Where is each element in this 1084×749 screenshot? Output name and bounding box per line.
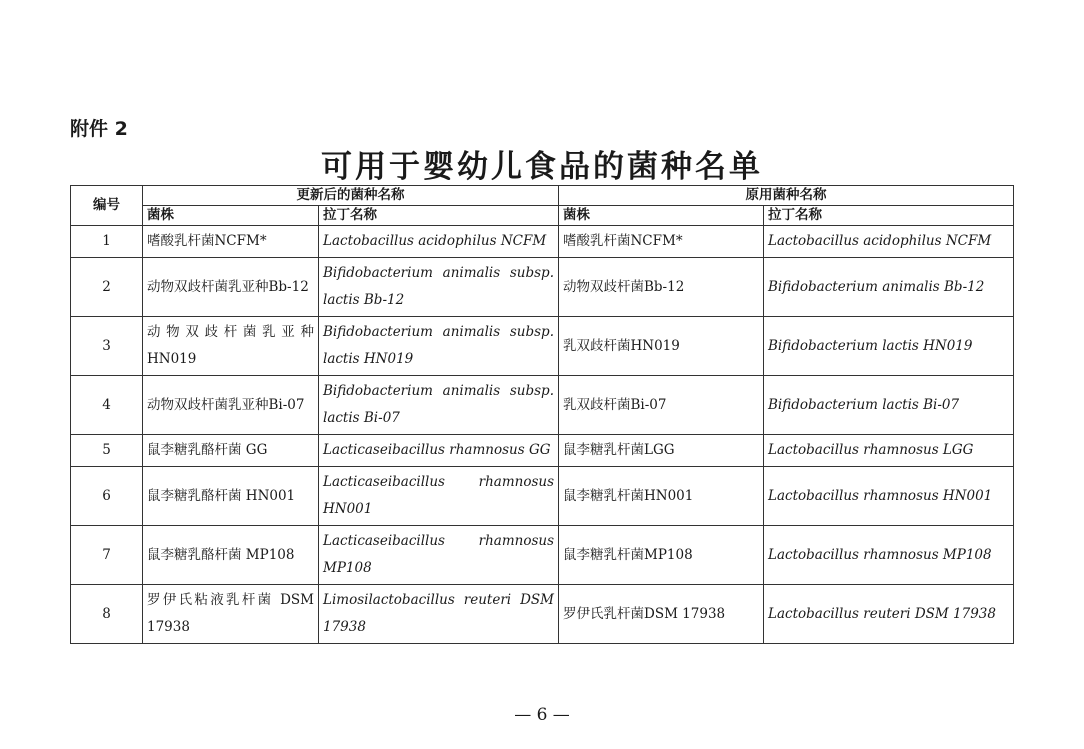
strain-name: 鼠李糖乳酪杆菌 GG [143,435,319,467]
original-latin-name: Bifidobacterium lactis Bi-07 [764,376,1014,435]
row-number: 1 [71,226,143,258]
row-number: 6 [71,467,143,526]
original-strain-name: 动物双歧杆菌Bb-12 [559,258,764,317]
strain-name: 罗伊氏粘液乳杆菌 DSM 17938 [143,585,319,644]
col-group-updated: 更新后的菌种名称 [143,186,559,206]
row-number: 7 [71,526,143,585]
col-header-orig-latin: 拉丁名称 [764,206,1014,226]
latin-name: Lacticaseibacillus rhamnosus HN001 [319,467,559,526]
attachment-label: 附件 2 [70,118,128,140]
strain-name: 动物双歧杆菌乳亚种Bi-07 [143,376,319,435]
latin-name: Limosilactobacillus reuteri DSM 17938 [319,585,559,644]
col-header-number: 编号 [71,186,143,226]
col-group-original: 原用菌种名称 [559,186,1014,206]
table-row [71,226,1014,258]
table-row [71,435,1014,467]
header-row-columns [71,206,1014,226]
original-strain-name: 嗜酸乳杆菌NCFM* [559,226,764,258]
original-latin-name: Lactobacillus rhamnosus HN001 [764,467,1014,526]
row-number: 8 [71,585,143,644]
table-row [71,258,1014,317]
original-strain-name: 乳双歧杆菌HN019 [559,317,764,376]
original-strain-name: 乳双歧杆菌Bi-07 [559,376,764,435]
table-row [71,376,1014,435]
col-header-strain: 菌株 [143,206,319,226]
original-latin-name: Bifidobacterium animalis Bb-12 [764,258,1014,317]
header-row-groups [71,186,1014,206]
original-strain-name: 鼠李糖乳杆菌HN001 [559,467,764,526]
table-row [71,317,1014,376]
latin-name: Bifidobacterium animalis subsp. lactis Bi-07 [319,376,559,435]
original-strain-name: 鼠李糖乳杆菌LGG [559,435,764,467]
strain-name: 鼠李糖乳酪杆菌 MP108 [143,526,319,585]
latin-name: Bifidobacterium animalis subsp. lactis Bb-12 [319,258,559,317]
original-latin-name: Lactobacillus rhamnosus LGG [764,435,1014,467]
strain-name: 动物双歧杆菌乳亚种Bb-12 [143,258,319,317]
original-latin-name: Lactobacillus acidophilus NCFM [764,226,1014,258]
table-row [71,585,1014,644]
strain-table [70,185,1014,644]
latin-name: Bifidobacterium animalis subsp. lactis HN019 [319,317,559,376]
original-latin-name: Lactobacillus rhamnosus MP108 [764,526,1014,585]
table-row [71,467,1014,526]
page-number: — 6 — [514,705,570,725]
strain-name: 动物双歧杆菌乳亚种HN019 [143,317,319,376]
table-row [71,526,1014,585]
strain-name: 嗜酸乳杆菌NCFM* [143,226,319,258]
row-number: 3 [71,317,143,376]
original-latin-name: Lactobacillus reuteri DSM 17938 [764,585,1014,644]
latin-name: Lacticaseibacillus rhamnosus MP108 [319,526,559,585]
strain-name: 鼠李糖乳酪杆菌 HN001 [143,467,319,526]
document-title: 可用于婴幼儿食品的菌种名单 [321,149,763,185]
original-strain-name: 罗伊氏乳杆菌DSM 17938 [559,585,764,644]
row-number: 4 [71,376,143,435]
col-header-orig-strain: 菌株 [559,206,764,226]
row-number: 2 [71,258,143,317]
original-latin-name: Bifidobacterium lactis HN019 [764,317,1014,376]
original-strain-name: 鼠李糖乳杆菌MP108 [559,526,764,585]
latin-name: Lacticaseibacillus rhamnosus GG [319,435,559,467]
latin-name: Lactobacillus acidophilus NCFM [319,226,559,258]
row-number: 5 [71,435,143,467]
col-header-latin: 拉丁名称 [319,206,559,226]
